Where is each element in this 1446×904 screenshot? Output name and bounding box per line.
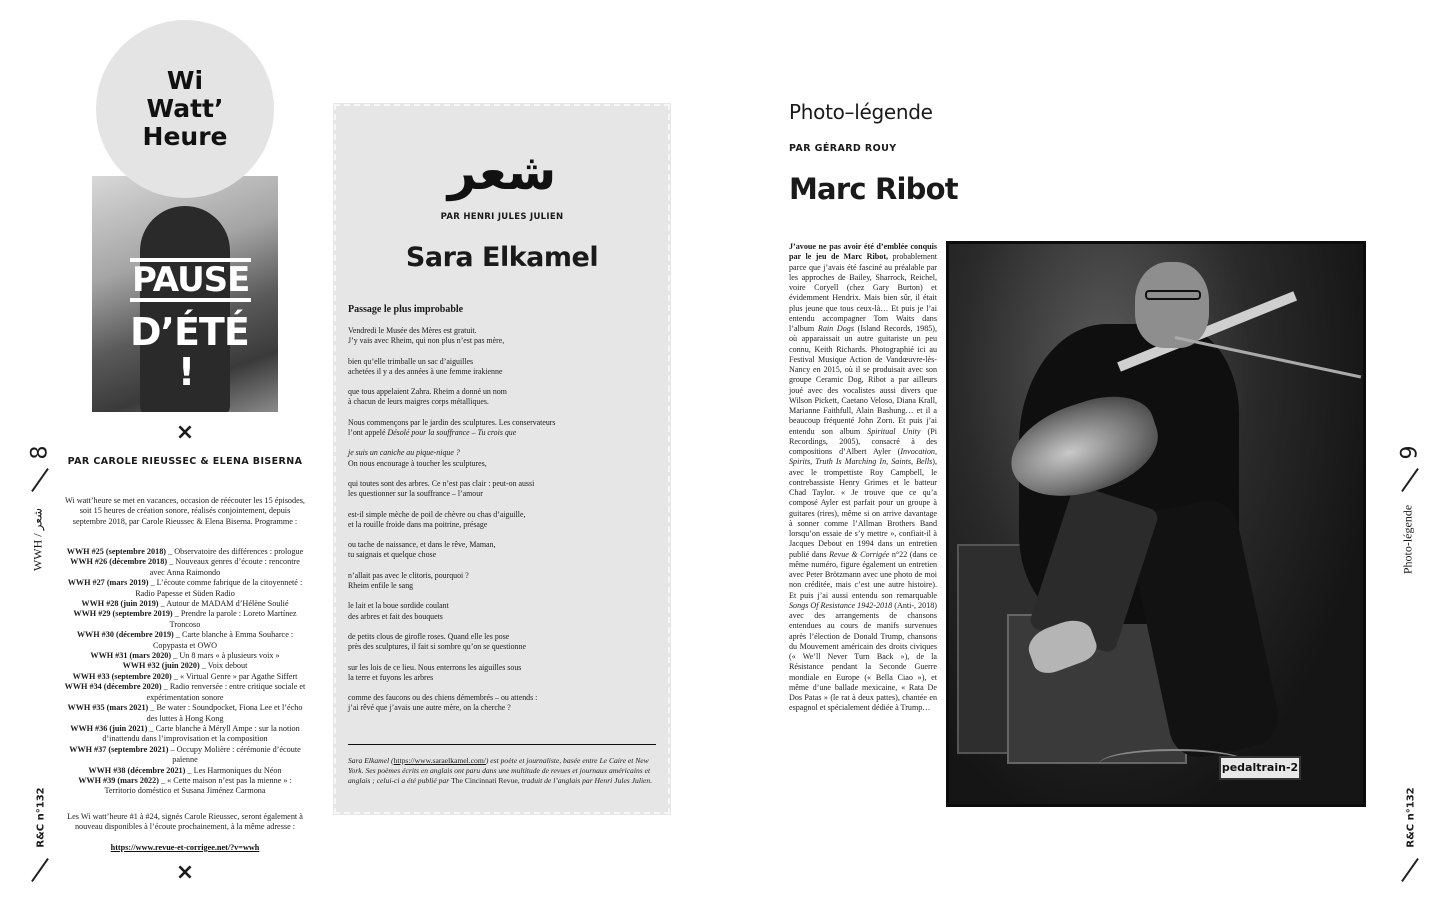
stanza (348, 663, 658, 683)
episode-description: _ Carte blanche à Emma Souharce : Copypasta et OWO (152, 630, 294, 650)
article-text: n°22 (dans ce même numéro, figure également un entretien avec Peter Brötzmann avec une photo de moi non créditée, mais c’est une autre histoire). Et puis j’ai aussi entendu son remarquable (789, 549, 937, 600)
episode-list (62, 547, 308, 797)
poem-line: la terre et fuyons les arbres (348, 672, 434, 682)
episode-code: WWH #35 (mars 2021) (67, 703, 149, 713)
marc-ribot-photo (946, 241, 1366, 807)
intro-paragraph: Wi watt’heure se met en vacances, occasion de réécouter les 15 épisodes, soit 15 heures de création sonore, réalisés conjointement, depuis septembre 2018, par Carole Rieussec & Elena Biserna. Programme : (65, 496, 305, 526)
article-text: (Island Records, 1985), où apparaissait un autre guitariste un peu connu, Keith Richards. Photographié ici au Festival Musique Action de Vandœuvre-lès-Nancy en 2015, où il se produisait avec son groupe Ceramic Dog, Ribot a par ailleurs joué avec des vocalistes aussi divers que Wilson Pickett, Caetano Veloso, Diana Krall, Marianne Faithfull, Alain Bashung… et il a beaucoup fréquenté John Zorn. Et puis j’ai entendu son album (789, 324, 938, 436)
poem-line: les questionner sur la souffrance – l’amour (348, 489, 483, 499)
article-title: Marc Ribot (789, 172, 958, 206)
section-title-circle (96, 20, 274, 198)
poem-line: et la rouille froide dans ma poitrine, présage (348, 519, 488, 529)
article-lead: J’avoue ne pas avoir été d’emblée conquis par le jeu de Marc Ribot, (789, 242, 937, 262)
work-title: Rain Dogs (817, 324, 854, 333)
stanza (348, 540, 658, 560)
margin-slash (1401, 468, 1419, 492)
work-title: Songs Of Resistance 1942-2018 (789, 600, 893, 610)
title-line: Wi (166, 66, 204, 95)
poem-title: Passage le plus improbable (348, 304, 464, 315)
poem-line: ou tache de naissance, et dans le rêve, Maman, (348, 540, 496, 550)
title-line: Watt’ (146, 94, 224, 123)
bio-journal: The Cincinnati Revue (451, 775, 518, 785)
episode-description: – Occupy Molière : cérémonie d’écoute païenne (168, 744, 301, 765)
poem-line: sur les lois de ce lieu. Nous enterrons les aiguilles sous (348, 662, 522, 672)
poem-panel (334, 104, 670, 814)
article-text: (Pi Recordings, 2005), consacré à des compositions d’Albert Ayler ( (789, 426, 937, 456)
episode-code: WWH #39 (mars 2022) (78, 775, 159, 785)
episode-code: WWH #29 (septembre 2019) (73, 609, 173, 619)
magazine-issue-left: R&C n°132 (35, 787, 47, 848)
stanza (348, 632, 658, 652)
divider (348, 744, 656, 745)
episode-item (62, 599, 308, 609)
poem-line: achetées il y a des années à une femme irakienne (348, 366, 503, 376)
poem-line: je suis un caniche au pique-nique ? (348, 448, 460, 458)
article-text: probablement parce que j’avais été fasciné au préalable par les approches de Bailey, Sharrock, Reichel, voire Coryell (chez Gary Burton) et évidemment Hendrix. Mais bien sûr, il était plus jeune que tous ceux-là… Et puis je l’ai entendu accompagner Tom Waits dans l’album (789, 252, 937, 333)
poet-website-link[interactable]: https://www.saraelkamel.com/ (393, 756, 486, 765)
right-margin (1392, 440, 1428, 880)
stanza (348, 601, 658, 621)
poem-line: tu saignais et quelque chose (348, 550, 437, 560)
poem-line: j’ai rêvé que j’avais une autre mère, on la cherche ? (348, 703, 511, 713)
stanza (348, 693, 658, 713)
work-title: Invocation, Spirits, Truth Is Marching In, Saints, Bells (789, 447, 937, 467)
episode-code: WWH #26 (décembre 2018) (70, 557, 168, 567)
title-line: Heure (142, 122, 228, 151)
byline: PAR GÉRARD ROUY (789, 143, 897, 154)
running-head-right: Photo-légende (1400, 504, 1415, 575)
episode-description: _ Voix debout (199, 661, 248, 671)
episode-code: WWH #25 (septembre 2018) (66, 547, 167, 556)
article-text: (Anti-, 2018) avec des arrangements de chansons entendues au cours de manifs survenues après l’élection de Donald Trump, chansons du Mouvement américain des droits civiques (« We’ll Never Turn Back »), de la Résistance pendant la Seconde Guerre mondiale en Europe (« Bella Ciao »), et même d’une ballade mexicaine, « Rata De Dos Patas » (le rat à deux pattes), chantée en espagnol et spécialement dédiée à Trump… (789, 600, 937, 713)
stanza (348, 571, 658, 591)
episode-code: WWH #34 (décembre 2020) (64, 682, 162, 692)
episode-item (62, 703, 308, 724)
poet-bio (348, 756, 658, 785)
ete-line: D’ÉTÉ ! (130, 310, 249, 394)
episode-code: WWH #27 (mars 2019) (67, 578, 149, 588)
poem-body (348, 326, 658, 724)
article-body (789, 242, 937, 714)
stanza (348, 357, 658, 377)
episode-description: _ « Cette maison n’est pas la mienne » : Territorio doméstico et Susana Jiménez Carmona (104, 775, 292, 796)
episode-item (62, 776, 308, 797)
episode-description: _ Carte blanche à Méryll Ampe : sur la notion d’inattendu dans l’improvisation et la composition (102, 723, 300, 744)
episode-item (62, 745, 308, 766)
episode-item (62, 547, 308, 557)
poem-line: est-il simple mèche de poil de chèvre ou chas d’aiguille, (348, 509, 526, 519)
article-text: ), avec le trompettiste Roy Campbell, le contrebassiste Henry Grimes et le batteur Chad Taylor. « Je trouve que ce qu’a composé Ayler est parfait pour un groupe à guitares (rires), même si on arrive davantage à sonner comme l’Allman Brothers Band lorsqu’on essaie de s’y mettre », confiait-il à Jacques Debout en 1994 dans un entretien publié dans (789, 457, 937, 559)
outro-paragraph: Les Wi watt’heure #1 à #24, signés Carole Rieussec, seront également à nouveau disponibles à l’écoute prochainement, à la même adresse : (67, 812, 303, 832)
pedalboard-label: pedaltrain-2 (1219, 756, 1301, 780)
episode-item (62, 672, 308, 682)
work-title: Revue & Corrigée (829, 549, 890, 559)
poem-line: l’ont appelé Désolé pour la souffrance – Tu crois que (348, 427, 517, 437)
cross-ornament-icon: × (175, 860, 195, 885)
episode-code: WWH #31 (mars 2020) (90, 651, 172, 661)
stanza (348, 326, 658, 346)
episode-description: _ Nouveaux genres d’écoute : rencontre avec Anna Raimondo (149, 557, 300, 577)
bio-middle: ) est poète et journaliste, basée entre Le Caire et New York. Ses poèmes écrits en anglais ont paru dans une multitude de revues et journaux américains et anglais ; celui-ci a été publié par (348, 756, 651, 785)
rubric-title: Photo–légende (789, 100, 933, 124)
page-number-left: 8 (27, 445, 53, 460)
glasses-image (1145, 290, 1201, 300)
cross-ornament-icon: × (175, 420, 195, 445)
poem-line: bien qu’elle trimballe un sac d’aiguilles (348, 356, 474, 366)
episode-item (62, 724, 308, 745)
arabic-rubric: شعر (447, 143, 557, 201)
stanza (348, 418, 658, 438)
pause-line: PAUSE (132, 260, 250, 300)
episode-code: WWH #33 (septembre 2020) (72, 671, 172, 681)
poem-line: des arbres et fait des bouquets (348, 611, 443, 621)
poem-line: J’y vais avec Rheim, qui non plus n’est pas mère, (348, 336, 505, 346)
poem-line: de petits clous de girofle roses. Quand elle les pose (348, 631, 510, 641)
byline: PAR HENRI JULES JULIEN (440, 212, 564, 222)
episode-code: WWH #37 (septembre 2021) (69, 744, 169, 754)
episode-description: _ Observatoire des différences : prologue (166, 547, 304, 556)
episode-description: _ Radio renversée : entre critique sociale et expérimentation sonore (146, 682, 306, 702)
episode-item (62, 682, 308, 703)
margin-slash (31, 468, 49, 492)
episode-description: _ Les Harmoniques du Néon (185, 765, 282, 775)
episode-description: _ « Virtual Genre » par Agathe Siffert (171, 671, 298, 681)
guitarist-head-image (1135, 262, 1209, 348)
bio-prefix: Sara Elkamel ( (348, 756, 394, 765)
episode-item (62, 578, 308, 599)
episode-description: _ Autour de MADAM d’Hélène Soulié (158, 599, 289, 609)
poem-line: comme des faucons ou des chiens démembrés – ou attends : (348, 693, 538, 703)
poem-line: Rheim enfile le sang (348, 580, 414, 590)
poem-line: On nous encourage à toucher les sculptures, (348, 458, 487, 468)
stanza (348, 448, 658, 468)
poem-line: le lait et la boue sordide coulant (348, 601, 449, 611)
episode-item (62, 766, 308, 776)
episode-description: _ Un 8 mars « à plusieurs voix » (171, 651, 280, 661)
episode-description: _ L’écoute comme fabrique de la citoyenneté : Radio Papesse et Süden Radio (135, 578, 303, 598)
poem-line: n’allait pas avec le clitoris, pourquoi ? (348, 570, 469, 580)
work-title: Spiritual Unity (867, 426, 921, 436)
poem-line: Vendredi le Musée des Mères est gratuit. (348, 326, 477, 335)
poem-line: près des sculptures, il fait si sombre qu’on se questionne (348, 642, 526, 652)
magazine-issue-right: R&C n°132 (1405, 787, 1417, 848)
stanza (348, 387, 658, 407)
byline: PAR CAROLE RIEUSSEC & ELENA BISERNA (67, 456, 303, 467)
episode-item (62, 630, 308, 651)
episode-item (62, 661, 308, 671)
page-number-right: 9 (1397, 445, 1423, 460)
poem-line: que tous appelaient Zahra. Rheim a donné un nom (348, 387, 507, 397)
poem-line: qui toutes sont des arbres. Ce n’est pas clair : peut-on aussi (348, 478, 535, 488)
poet-title: Sara Elkamel (405, 242, 599, 273)
episode-item (62, 651, 308, 661)
stanza (348, 479, 658, 499)
episode-code: WWH #36 (juin 2021) (70, 723, 148, 733)
left-margin (22, 440, 58, 880)
poem-line: à chacun de leurs maigres corps métalliques. (348, 397, 489, 407)
pause-ete-photo (92, 176, 278, 412)
episode-description: _ Prendre la parole : Loreto Martínez Troncoso (169, 609, 297, 629)
running-head-left: WWH / شعر (30, 507, 45, 572)
episode-code: WWH #38 (décembre 2021) (88, 765, 186, 775)
stanza (348, 510, 658, 530)
episode-code: WWH #30 (décembre 2019) (76, 630, 174, 640)
episode-code: WWH #28 (juin 2019) (81, 599, 159, 609)
episode-item (62, 609, 308, 630)
section-title (143, 67, 228, 151)
episode-description: _ Be water : Soundpocket, Fiona Lee et l’écho des luttes à Hong Kong (146, 703, 303, 723)
episode-item (62, 557, 308, 578)
bio-suffix: , traduit de l’anglais par Henri Jules Julien. (517, 775, 653, 785)
pause-ete-caption (130, 258, 250, 394)
wwh-link[interactable]: https://www.revue-et-corrigee.net/?v=wwh (110, 843, 260, 852)
poem-line: Nous commençons par le jardin des sculptures. Les conservateurs (348, 417, 556, 427)
episode-code: WWH #32 (juin 2020) (122, 661, 200, 671)
